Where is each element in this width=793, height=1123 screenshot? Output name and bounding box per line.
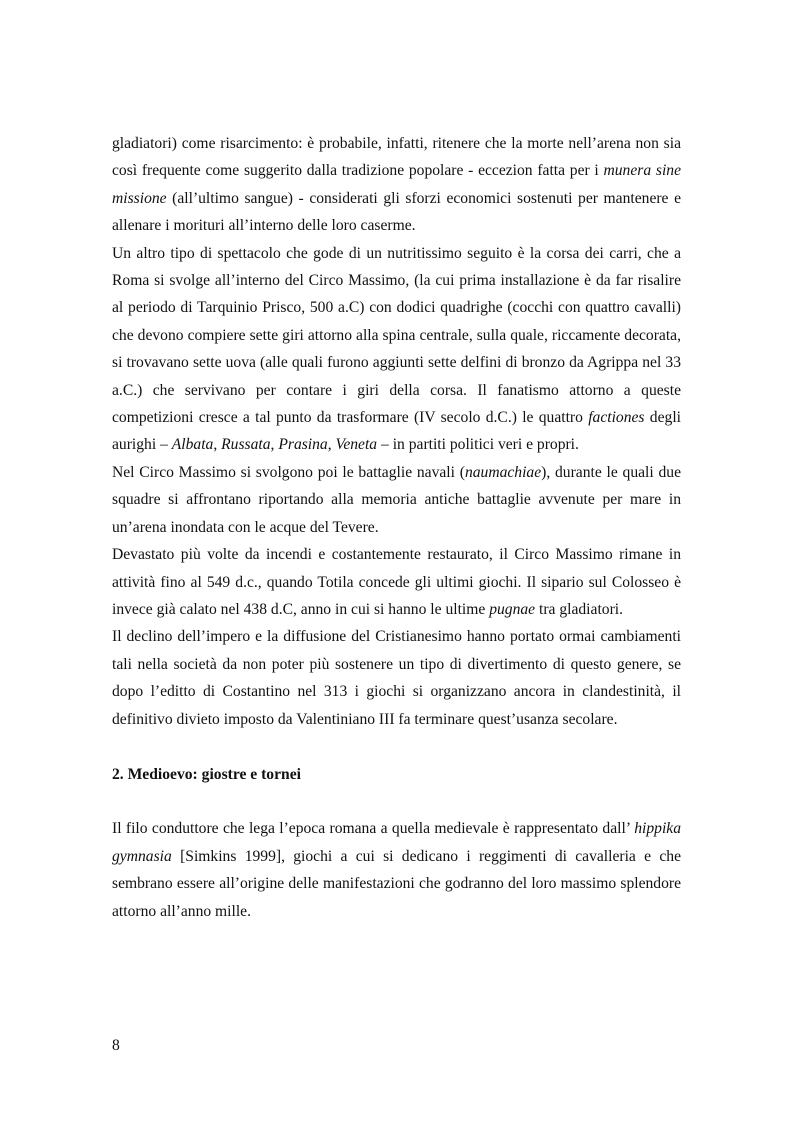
text-run: Il filo conduttore che lega l’epoca romana a quella medievale è rappresentato dall’	[112, 820, 635, 838]
paragraph	[112, 240, 681, 459]
text-run: Devastato più volte da incendi e costantemente restaurato, il Circo Massimo rimane in attività fino al 549 d.c., quando Totila concede gli ultimi giochi. Il sipario sul Colosseo è invece già calato nel 438 d.C, anno in cui si hanno le ultime	[112, 546, 681, 618]
section-body-text	[112, 815, 681, 925]
text-run: ,	[270, 436, 279, 454]
italic-text: Albata	[171, 436, 214, 454]
italic-text: munera sine missione	[112, 162, 681, 207]
italic-text: pugnae	[489, 600, 536, 618]
text-run: gladiatori) come risarcimento: è probabile, infatti, ritenere che la morte nell’arena non sia così frequente come suggerito dalla tradizione popolare - eccezion fatta per i	[112, 135, 681, 180]
text-run: (all’ultimo sangue) - considerati gli sforzi economici sostenuti per mantenere e allenare i morituri all’interno delle loro caserme.	[112, 189, 681, 235]
italic-text: Prasina	[278, 436, 328, 454]
heading-spacer	[112, 788, 681, 815]
italic-text: hippika gymnasia	[112, 820, 681, 865]
paragraph	[112, 459, 681, 541]
paragraph	[112, 541, 681, 623]
text-run: ,	[213, 436, 222, 454]
italic-text: Veneta	[335, 436, 378, 454]
paragraph	[112, 130, 681, 240]
text-run: [Simkins 1999], giochi a cui si dedicano i reggimenti di cavalleria e che sembrano essere all’origine delle manifestazioni che godranno del loro massimo splendore attorno all’anno mille.	[112, 847, 681, 920]
text-run: Nel Circo Massimo si svolgono poi le battaglie navali (	[112, 463, 465, 481]
paragraph	[112, 815, 681, 925]
text-run: Un altro tipo di spettacolo che gode di un nutritissimo seguito è la corsa dei carri, che a Roma si svolge all’interno del Circo Massimo, (la cui prima installazione è da far risalire al periodo di Tarquinio Prisco, 500 a.C) con dodici quadrighe (cocchi con quattro cavalli) che devono compiere sette giri attorno alla spina centrale, sulla quale, riccamente decorata, si trovavano sette uova (alle quali furono aggiunti sette delfini di bronzo da Agrippa nel 33 a.C.) che servivano per contare i giri della corsa. Il fanatismo attorno a queste competizioni cresce a tal punto da trasformare (IV secolo d.C.) le quattro	[112, 244, 681, 427]
text-run: Il declino dell’impero e la diffusione del Cristianesimo hanno portato ormai cambiamenti tali nella società da non poter più sostenere un tipo di divertimento di questo genere, se dopo l’editto di Costantino nel 313 i giochi si organizzano ancora in clandestinità, il definitivo divieto imposto da Valentiniano III fa terminare quest’usanza secolare.	[112, 628, 681, 728]
body-text	[112, 130, 681, 733]
text-run: ,	[327, 436, 336, 454]
italic-text: naumachiae	[464, 463, 542, 481]
section-heading: 2. Medioevo: giostre e tornei	[112, 765, 301, 783]
text-run: – in partiti politici veri e propri.	[377, 436, 579, 454]
document-page	[112, 130, 681, 925]
text-run: ), durante le quali due squadre si affrontano riportando alla memoria antiche battaglie avvenute per mare in un’arena inondata con le acque del Tevere.	[112, 463, 681, 536]
italic-text: factiones	[588, 409, 645, 427]
text-run: degli aurighi –	[112, 409, 681, 454]
italic-text: Russata	[221, 436, 271, 454]
paragraph	[112, 623, 681, 733]
text-run: tra gladiatori.	[535, 600, 623, 618]
page-number: 8	[112, 1037, 120, 1054]
